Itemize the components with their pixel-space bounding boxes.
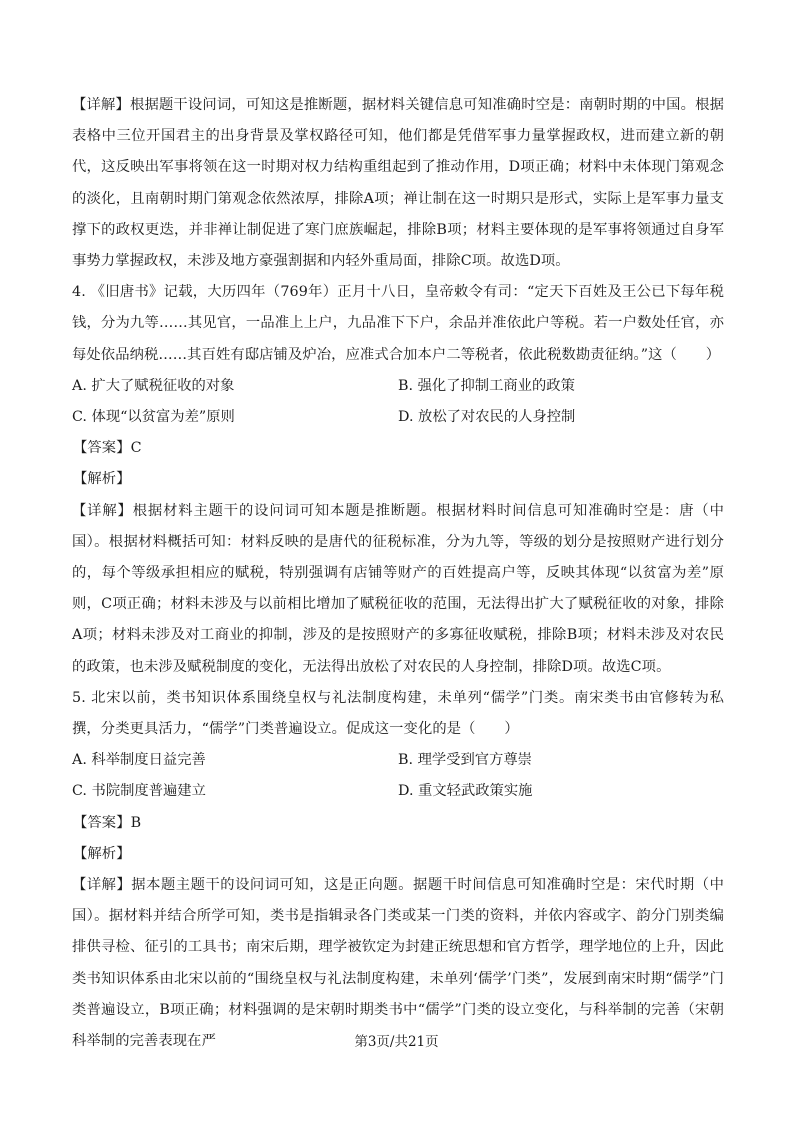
- explanation-q4: 【详解】根据材料主题干的设问词可知本题是推断题。根据材料时间信息可知准确时空是：唐（中国）。根据材料概括可知：材料反映的是唐代的征税标准，分为九等，等级的划分是按照财产进行划分的，每个等级承担相应的赋税，特别强调有店铺等财产的百姓提高户等，反映其体现“以贫富为差”原则，C项正确；材料未涉及与以前相比增加了赋税征收的范围，无法得出扩大了赋税征收的对象，排除A项；材料未涉及对工商业的抑制，涉及的是按照财产的多寡征收赋税，排除B项；材料未涉及对农民的政策，也未涉及赋税制度的变化，无法得出放松了对农民的人身控制，排除D项。故选C项。: [72, 502, 724, 675]
- page-number-footer: 第3页/共21页: [354, 1034, 439, 1050]
- q4-option-b: B. 强化了抑制工商业的政策: [398, 377, 575, 394]
- q5-answer: 【答案】B: [73, 814, 142, 831]
- q4-option-d: D. 放松了对农民的人身控制: [398, 409, 576, 426]
- q5-option-a: A. 科举制度日益完善: [72, 752, 206, 769]
- q4-option-c: C. 体现“以贫富为差”原则: [72, 409, 235, 426]
- explanation-q5: 【详解】据本题主题干的设问词可知，这是正向题。据题干时间信息可知准确时空是：宋代时期（中国）。据材料并结合所学可知，类书是指辑录各门类或某一门类的资料，并依内容或字、韵分门别类编排供寻检、征引的工具书；南宋后期，理学被钦定为封建正统思想和官方哲学，理学地位的上升，因此类书知识体系由北宋以前的“围绕皇权与礼法制度构建，未单列‘儒学’门类”，发展到南宋时期“儒学”门类普遍设立，B项正确；材料强调的是宋朝时期类书中“儒学”门类的设立变化，与科举制的完善（宋朝科举制的完善表现在严: [72, 877, 724, 1050]
- q5-options-row-2: [72, 776, 724, 807]
- q4-analysis-heading: 【解析】: [73, 471, 131, 488]
- q5-analysis-heading: 【解析】: [73, 845, 131, 862]
- question-4: 4. 《旧唐书》记载，大历四年（769年）正月十八日，皇帝敕令有司：“定天下百姓及王公已下每年税钱，分为九等……其见官，一品准上上户，九品准下下户，余品并准依此户等税。若一户数处任官，亦每处依品纳税……其百姓有邸店铺及炉冶，应准式合加本户二等税者，依此税数勘责征纳。”这（ ）: [72, 284, 724, 363]
- q5-options-row-1: [72, 745, 724, 776]
- question-5: 5. 北宋以前，类书知识体系围绕皇权与礼法制度构建，未单列“儒学”门类。南宋类书由官修转为私撰，分类更具活力，“儒学”门类普遍设立。促成这一变化的是（ ）: [72, 689, 724, 738]
- q4-options-row-2: [72, 402, 724, 433]
- q5-option-b: B. 理学受到官方尊崇: [398, 752, 532, 769]
- q4-option-a: A. 扩大了赋税征收的对象: [72, 377, 235, 394]
- page-content: [72, 90, 724, 1057]
- q4-answer: 【答案】C: [73, 440, 142, 457]
- q5-option-d: D. 重文轻武政策实施: [398, 783, 533, 800]
- q5-option-c: C. 书院制度普遍建立: [72, 783, 206, 800]
- q4-options-row-1: [72, 371, 724, 402]
- explanation-q3: 【详解】根据题干设问词，可知这是推断题，据材料关键信息可知准确时空是：南朝时期的中国。根据表格中三位开国君主的出身背景及掌权路径可知，他们都是凭借军事力量掌握政权，进而建立新的朝代，这反映出军事将领在这一时期对权力结构重组起到了推动作用，D项正确；材料中未体现门第观念的淡化，且南朝时期门第观念依然浓厚，排除A项；禅让制在这一时期只是形式，实际上是军事力量支撑下的政权更迭，并非禅让制促进了寒门庶族崛起，排除B项；材料主要体现的是军事将领通过自身军事势力掌握政权，未涉及地方豪强割据和内轻外重局面，排除C项。故选D项。: [72, 97, 724, 270]
